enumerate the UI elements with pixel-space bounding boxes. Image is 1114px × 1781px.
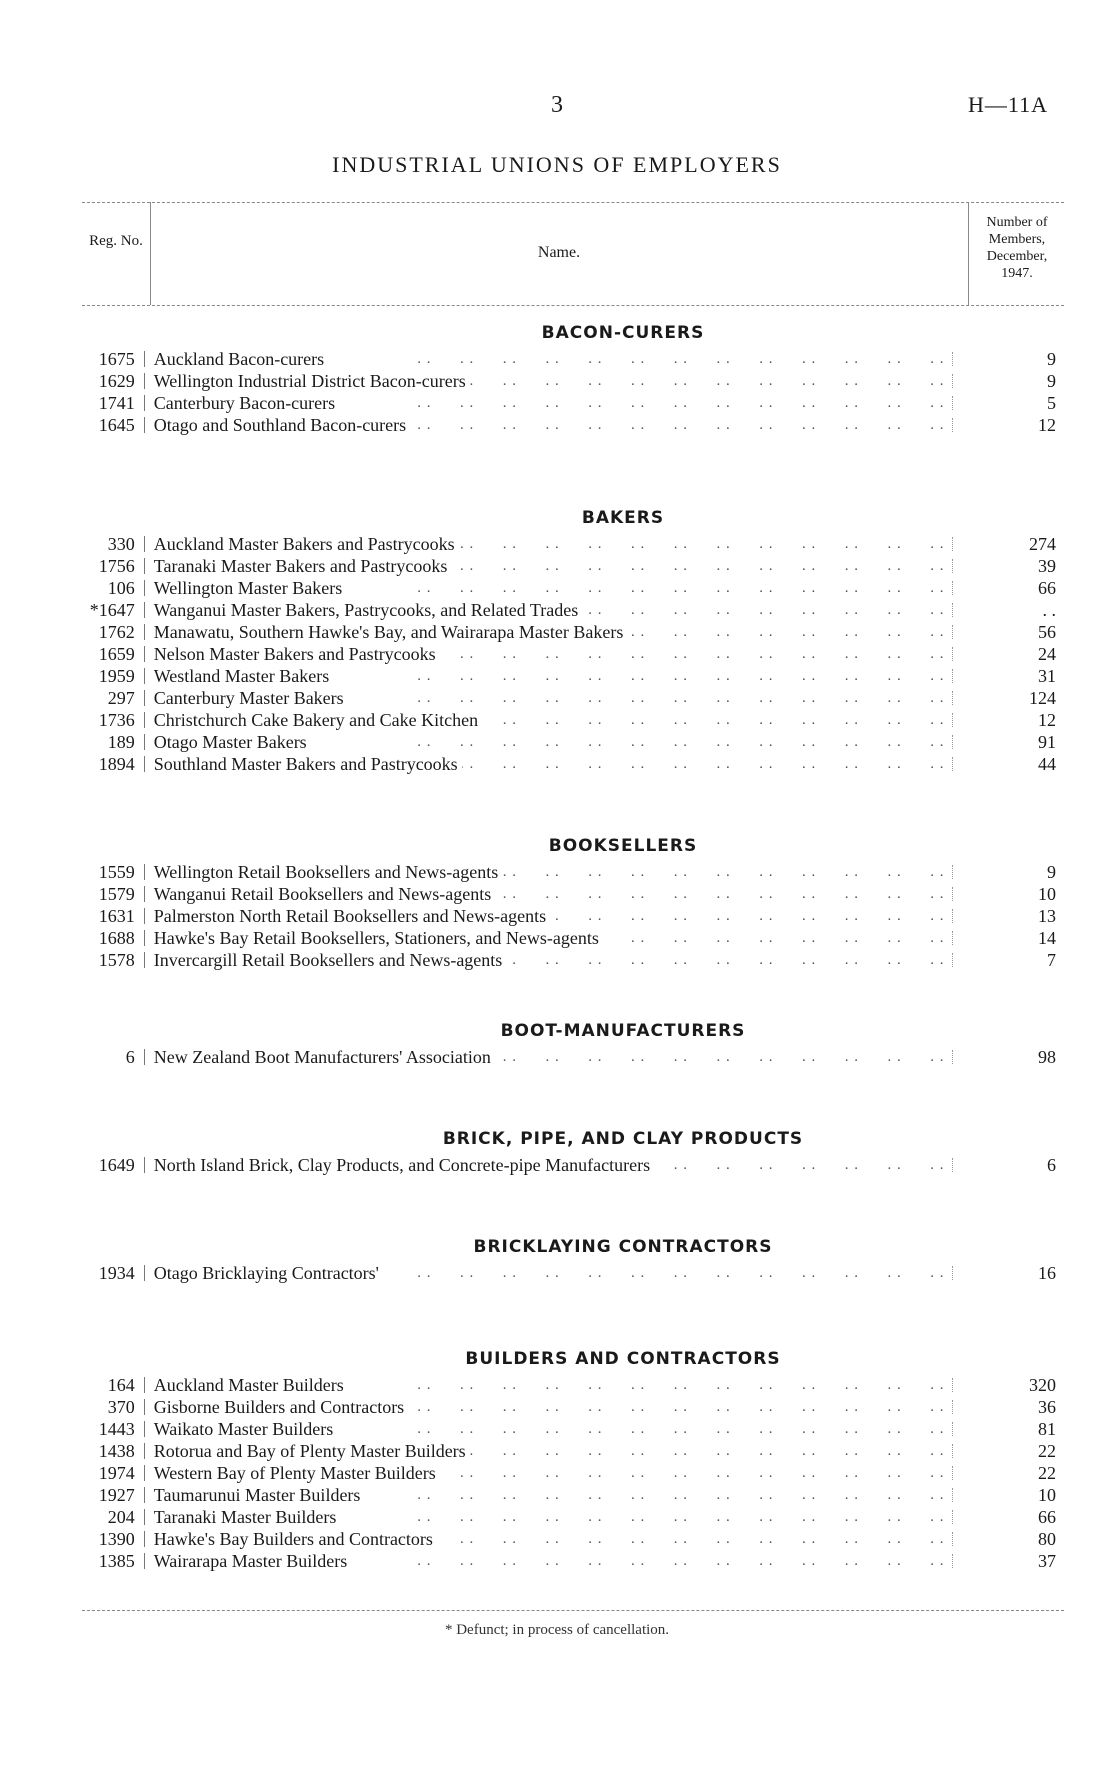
section-title: BACON-CURERS [541, 323, 705, 343]
union-name: Otago Master Bakers [154, 732, 311, 752]
table-row [82, 533, 1064, 555]
reg-number: 1927 [98, 1485, 135, 1505]
table-row [82, 687, 1064, 709]
table-row [82, 905, 1064, 927]
reg-number: 1894 [98, 754, 135, 774]
table-row [82, 1418, 1064, 1440]
column-separator [142, 1528, 152, 1550]
column-header-name: Name. [537, 244, 581, 261]
column-separator [142, 687, 152, 709]
column-separator [950, 665, 958, 687]
table-row [82, 1154, 1064, 1176]
column-separator [142, 1440, 152, 1462]
union-name-cell [152, 731, 951, 753]
union-name-cell [152, 949, 951, 971]
reg-number: 297 [107, 688, 135, 708]
column-separator [950, 555, 958, 577]
column-divider-right [968, 202, 969, 305]
section [82, 503, 1064, 775]
reg-number: 164 [107, 1375, 135, 1395]
table-row [82, 1374, 1064, 1396]
column-separator [142, 1506, 152, 1528]
union-name: Wellington Master Bakers [154, 578, 347, 598]
reg-number: 204 [107, 1507, 135, 1527]
column-separator [950, 1506, 958, 1528]
member-count: 124 [1029, 688, 1056, 708]
section [82, 318, 1064, 436]
column-separator [950, 1440, 958, 1462]
member-count: 274 [1029, 534, 1056, 554]
union-name: Auckland Bacon-curers [154, 349, 328, 369]
member-count: 13 [1038, 906, 1056, 926]
column-separator [950, 643, 958, 665]
union-name: Waikato Master Builders [154, 1419, 338, 1439]
table-row [82, 1440, 1064, 1462]
table-row [82, 414, 1064, 436]
union-name-cell [152, 665, 951, 687]
member-count: 66 [1038, 1507, 1056, 1527]
union-name: Auckland Master Bakers and Pastrycooks [154, 534, 459, 554]
union-name: Nelson Master Bakers and Pastrycooks [154, 644, 440, 664]
table-row [82, 370, 1064, 392]
member-count: 37 [1038, 1551, 1056, 1571]
union-name-cell [152, 1506, 951, 1528]
union-name-cell [152, 1374, 951, 1396]
column-separator [950, 348, 958, 370]
table-row [82, 665, 1064, 687]
table-row [82, 1528, 1064, 1550]
column-separator [950, 1528, 958, 1550]
column-separator [950, 1262, 958, 1284]
table-row [82, 621, 1064, 643]
reg-number: 1578 [98, 950, 135, 970]
union-name: Gisborne Builders and Contractors [154, 1397, 408, 1417]
union-name-cell [152, 348, 951, 370]
table-row [82, 392, 1064, 414]
reg-number: 1443 [98, 1419, 135, 1439]
column-separator [142, 1484, 152, 1506]
column-separator [950, 927, 958, 949]
union-name-cell [152, 905, 951, 927]
section [82, 1344, 1064, 1572]
union-name-cell [152, 1262, 951, 1284]
member-count: . . [1042, 600, 1056, 620]
reg-number: 1649 [98, 1155, 135, 1175]
reg-number: 370 [107, 1397, 135, 1417]
column-separator [142, 905, 152, 927]
column-separator [142, 927, 152, 949]
member-count: 22 [1038, 1463, 1056, 1483]
union-name-cell [152, 927, 951, 949]
union-name: Wellington Industrial District Bacon-curers [154, 371, 470, 391]
column-separator [950, 621, 958, 643]
column-separator [142, 1374, 152, 1396]
member-count: 5 [1047, 393, 1056, 413]
member-count: 12 [1038, 710, 1056, 730]
member-count: 31 [1038, 666, 1056, 686]
union-name-cell [152, 1154, 951, 1176]
table-row [82, 949, 1064, 971]
column-header-reg-no: Reg. No. [89, 233, 143, 249]
column-separator [142, 555, 152, 577]
union-name: Western Bay of Plenty Master Builders [154, 1463, 440, 1483]
section [82, 1124, 1064, 1176]
column-separator [142, 949, 152, 971]
union-name-cell [152, 1440, 951, 1462]
table-row [82, 1462, 1064, 1484]
table-row [82, 555, 1064, 577]
table-row [82, 643, 1064, 665]
section-title: BAKERS [581, 508, 665, 528]
reg-number: 1934 [98, 1263, 135, 1283]
reg-number: 1390 [98, 1529, 135, 1549]
table-row [82, 709, 1064, 731]
column-separator [142, 731, 152, 753]
reg-number: 1579 [98, 884, 135, 904]
table-row [82, 753, 1064, 775]
column-separator [950, 949, 958, 971]
column-separator [142, 1550, 152, 1572]
reg-number: 1741 [98, 393, 135, 413]
union-name-cell [152, 555, 951, 577]
union-name: Taranaki Master Bakers and Pastrycooks [154, 556, 452, 576]
union-name: Westland Master Bakers [154, 666, 334, 686]
union-name-cell [152, 753, 951, 775]
union-name-cell [152, 1550, 951, 1572]
reg-number: 330 [107, 534, 135, 554]
column-separator [142, 599, 152, 621]
table-row [82, 927, 1064, 949]
reg-number: 1959 [98, 666, 135, 686]
section [82, 1232, 1064, 1284]
reg-number: 1631 [98, 906, 135, 926]
column-separator [142, 1418, 152, 1440]
column-separator [142, 1396, 152, 1418]
member-count: 16 [1038, 1263, 1056, 1283]
column-separator [950, 1462, 958, 1484]
column-separator [142, 665, 152, 687]
union-name: Taranaki Master Builders [154, 1507, 341, 1527]
member-count: 7 [1047, 950, 1056, 970]
union-name: Southland Master Bakers and Pastrycooks [154, 754, 462, 774]
member-count: 91 [1038, 732, 1056, 752]
reg-number: 1438 [98, 1441, 135, 1461]
reg-number: 1629 [98, 371, 135, 391]
union-name: Manawatu, Southern Hawke's Bay, and Wairarapa Master Bakers [154, 622, 628, 642]
column-separator [950, 370, 958, 392]
union-name: Canterbury Bacon-curers [154, 393, 339, 413]
column-separator [950, 861, 958, 883]
member-count: 66 [1038, 578, 1056, 598]
reg-number: *1647 [89, 600, 135, 620]
column-separator [142, 621, 152, 643]
reg-number: 1645 [98, 415, 135, 435]
union-name: Otago and Southland Bacon-curers [154, 415, 410, 435]
union-name-cell [152, 1462, 951, 1484]
table-header-top-rule [82, 202, 1064, 203]
member-count: 81 [1038, 1419, 1056, 1439]
union-name-cell [152, 533, 951, 555]
column-separator [950, 414, 958, 436]
document-reference: H—11A [968, 92, 1048, 117]
column-separator [142, 883, 152, 905]
member-count: 22 [1038, 1441, 1056, 1461]
column-separator [950, 1484, 958, 1506]
section-title: BRICKLAYING CONTRACTORS [473, 1237, 773, 1257]
union-name: Wanganui Retail Booksellers and News-agents [154, 884, 495, 904]
column-separator [142, 1046, 152, 1068]
union-name-cell [152, 1046, 951, 1068]
union-name-cell [152, 709, 951, 731]
column-separator [950, 687, 958, 709]
page-title: INDUSTRIAL UNIONS OF EMPLOYERS [332, 152, 782, 177]
member-count: 39 [1038, 556, 1056, 576]
member-count: 9 [1047, 371, 1056, 391]
reg-number: 1385 [98, 1551, 135, 1571]
member-count: 10 [1038, 884, 1056, 904]
column-separator [950, 577, 958, 599]
column-separator [950, 599, 958, 621]
reg-number: 1756 [98, 556, 135, 576]
union-name: Auckland Master Builders [154, 1375, 348, 1395]
member-count: 44 [1038, 754, 1056, 774]
section [82, 831, 1064, 971]
union-name: Wellington Retail Booksellers and News-agents [154, 862, 502, 882]
reg-number: 106 [107, 578, 135, 598]
union-name: Hawke's Bay Builders and Contractors [154, 1529, 437, 1549]
column-separator [142, 753, 152, 775]
member-count: 10 [1038, 1485, 1056, 1505]
union-name-cell [152, 883, 951, 905]
column-separator [950, 1046, 958, 1068]
union-name-cell [152, 687, 951, 709]
union-name-cell [152, 392, 951, 414]
union-name: Wairarapa Master Builders [154, 1551, 351, 1571]
union-name: Hawke's Bay Retail Booksellers, Stationers, and News-agents [154, 928, 603, 948]
union-name-cell [152, 1484, 951, 1506]
union-name: Rotorua and Bay of Plenty Master Builders [154, 1441, 470, 1461]
member-count: 56 [1038, 622, 1056, 642]
union-name: Wanganui Master Bakers, Pastrycooks, and Related Trades [154, 600, 582, 620]
union-name: New Zealand Boot Manufacturers' Association [154, 1047, 495, 1067]
union-name-cell [152, 1396, 951, 1418]
table-row [82, 883, 1064, 905]
column-separator [950, 1396, 958, 1418]
column-separator [142, 370, 152, 392]
table-row [82, 1262, 1064, 1284]
reg-number: 1762 [98, 622, 135, 642]
union-name-cell [152, 861, 951, 883]
column-separator [950, 905, 958, 927]
reg-number: 1675 [98, 349, 135, 369]
reg-number: 1736 [98, 710, 135, 730]
column-separator [950, 753, 958, 775]
table-row [82, 1396, 1064, 1418]
table-row [82, 348, 1064, 370]
reg-number: 1974 [98, 1463, 135, 1483]
table-row [82, 1550, 1064, 1572]
column-separator [950, 1374, 958, 1396]
table-row [82, 1046, 1064, 1068]
column-separator [142, 1462, 152, 1484]
section-title: BUILDERS AND CONTRACTORS [465, 1349, 781, 1369]
union-name: Otago Bricklaying Contractors' [154, 1263, 383, 1283]
member-count: 98 [1038, 1047, 1056, 1067]
reg-number: 1659 [98, 644, 135, 664]
column-separator [950, 709, 958, 731]
table-row [82, 861, 1064, 883]
union-name-cell [152, 621, 951, 643]
member-count: 80 [1038, 1529, 1056, 1549]
column-separator [142, 861, 152, 883]
column-separator [142, 392, 152, 414]
union-name: Palmerston North Retail Booksellers and News-agents [154, 906, 550, 926]
column-separator [142, 577, 152, 599]
column-header-members: Number of Members, December, 1947. [986, 215, 1048, 281]
column-separator [950, 1418, 958, 1440]
page-number: 3 [551, 92, 563, 118]
union-name-cell [152, 577, 951, 599]
table-row [82, 599, 1064, 621]
union-name: Canterbury Master Bakers [154, 688, 348, 708]
column-separator [950, 883, 958, 905]
union-name: North Island Brick, Clay Products, and Concrete-pipe Manufacturers [154, 1155, 654, 1175]
member-count: 12 [1038, 415, 1056, 435]
member-count: 9 [1047, 349, 1056, 369]
reg-number: 1559 [98, 862, 135, 882]
reg-number: 1688 [98, 928, 135, 948]
union-name: Taumarunui Master Builders [154, 1485, 365, 1505]
table-header-bottom-rule [82, 305, 1064, 306]
member-count: 36 [1038, 1397, 1056, 1417]
union-name: Christchurch Cake Bakery and Cake Kitchen [154, 710, 482, 730]
member-count: 14 [1038, 928, 1056, 948]
section-title: BOOT-MANUFACTURERS [500, 1021, 746, 1041]
member-count: 24 [1038, 644, 1056, 664]
column-separator [142, 1262, 152, 1284]
column-separator [950, 392, 958, 414]
column-separator [950, 533, 958, 555]
footnote-rule [82, 1610, 1064, 1611]
section-title: BRICK, PIPE, AND CLAY PRODUCTS [442, 1129, 804, 1149]
member-count: 9 [1047, 862, 1056, 882]
column-separator [142, 643, 152, 665]
column-separator [142, 1154, 152, 1176]
union-name-cell [152, 414, 951, 436]
reg-number: 189 [107, 732, 135, 752]
member-count: 6 [1047, 1155, 1056, 1175]
union-name-cell [152, 370, 951, 392]
column-separator [950, 731, 958, 753]
union-name-cell [152, 643, 951, 665]
column-separator [142, 533, 152, 555]
table-row [82, 731, 1064, 753]
table-row [82, 577, 1064, 599]
union-name-cell [152, 1418, 951, 1440]
column-separator [142, 414, 152, 436]
table-row [82, 1484, 1064, 1506]
column-separator [142, 709, 152, 731]
table-row [82, 1506, 1064, 1528]
footnote: * Defunct; in process of cancellation. [444, 1622, 670, 1638]
column-separator [142, 348, 152, 370]
column-separator [950, 1550, 958, 1572]
union-name-cell [152, 599, 951, 621]
member-count: 320 [1029, 1375, 1056, 1395]
section-title: BOOKSELLERS [548, 836, 698, 856]
section [82, 1016, 1064, 1068]
column-separator [950, 1154, 958, 1176]
reg-number: 6 [125, 1047, 135, 1067]
union-name: Invercargill Retail Booksellers and News-agents [154, 950, 507, 970]
union-name-cell [152, 1528, 951, 1550]
